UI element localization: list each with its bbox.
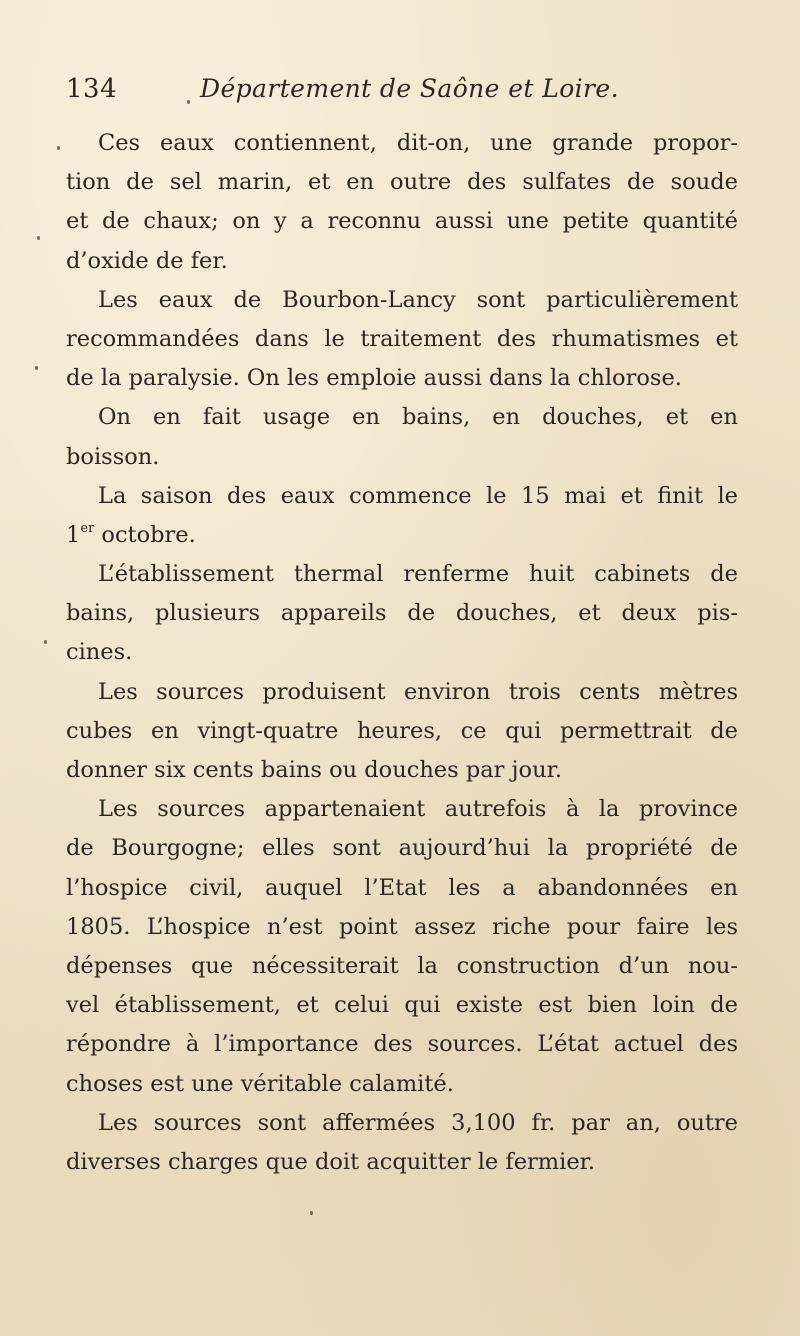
ink-speck [57, 146, 60, 150]
text-line-ordinal [66, 516, 738, 555]
ink-speck [310, 1211, 313, 1215]
paragraph [66, 1104, 738, 1182]
paragraph [66, 673, 738, 791]
ink-speck [44, 640, 47, 644]
text-line: Les sources produisent environ trois cents mètres [98, 678, 738, 705]
text-line: choses est une véritable calamité. [66, 1070, 454, 1097]
body-text [66, 124, 738, 1182]
text-line: de la paralysie. On les emploie aussi dans la chlorose. [66, 365, 682, 392]
text-line: Ces eaux contiennent, dit-on, une grande propor- [98, 130, 738, 156]
text-line: cines. [66, 639, 133, 666]
paragraph [66, 790, 738, 1104]
text-line: bains, plusieurs appareils de douches, et deux pis- [66, 600, 738, 627]
text-line: d’oxide de fer. [66, 247, 228, 274]
text-line: diverses charges que doit acquitter le fermier. [66, 1148, 596, 1175]
paragraph [66, 281, 738, 399]
text-line: vel établissement, et celui qui existe est bien loin de [66, 992, 738, 1019]
text-line: La saison des eaux commence le 15 mai et finit le [98, 482, 738, 509]
text-line: recommandées dans le traitement des rhumatismes et [66, 325, 738, 352]
text-line: boisson. [66, 443, 160, 470]
page-number: 134 [66, 74, 118, 104]
ordinal-rest: octobre. [101, 521, 196, 548]
text-line: l’hospice civil, auquel l’Etat les a abandonnées en [66, 874, 738, 901]
text-line: Les sources appartenaient autrefois à la province [98, 796, 738, 823]
paragraph [66, 124, 738, 281]
text-line: et de chaux; on y a reconnu aussi une petite quantité [66, 208, 738, 235]
paragraph [66, 398, 738, 476]
paragraph [66, 555, 738, 673]
text-line: tion de sel marin, et en outre des sulfates de soude [66, 169, 738, 196]
ink-speck [37, 236, 40, 240]
text-line: de Bourgogne; elles sont aujourd’hui la propriété de [66, 835, 738, 862]
text-line: dépenses que nécessiterait la construction d’un nou- [66, 952, 738, 979]
text-line: Les sources sont affermées 3,100 fr. par an, outre [98, 1109, 738, 1136]
text-line: Les eaux de Bourbon-Lancy sont particulièrement [98, 286, 738, 313]
text-line: cubes en vingt-quatre heures, ce qui permettrait de [66, 717, 738, 744]
paragraph [66, 477, 738, 555]
ordinal-number: 1 [66, 521, 81, 548]
ink-speck [35, 366, 38, 370]
text-line: donner six cents bains ou douches par jour. [66, 757, 562, 783]
ink-speck [187, 100, 190, 104]
ordinal-suffix: er [80, 520, 95, 536]
text-line: On en fait usage en bains, en douches, et en [98, 404, 738, 431]
text-line: L’établissement thermal renferme huit cabinets de [98, 561, 738, 588]
text-line: 1805. L’hospice n’est point assez riche pour faire les [66, 913, 738, 940]
text-line: répondre à l’importance des sources. L’état actuel des [66, 1031, 738, 1058]
page-header [66, 74, 746, 114]
running-title: Département de Saône et Loire. [200, 74, 619, 103]
